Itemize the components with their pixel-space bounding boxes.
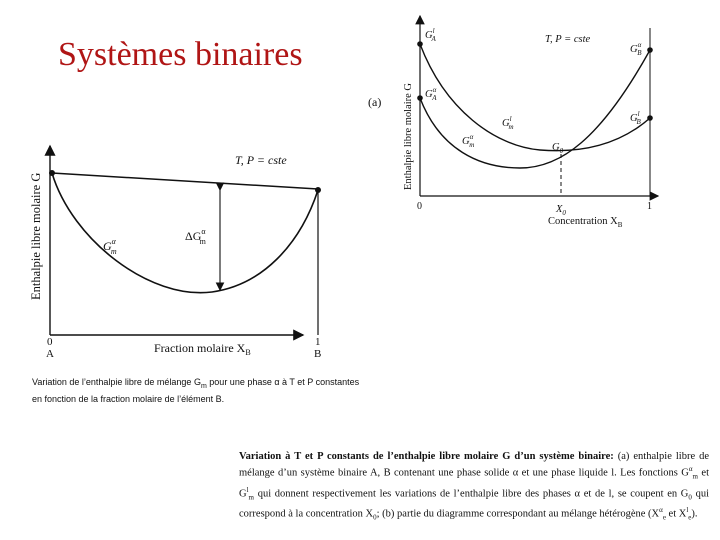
- right-figure-caption: [239, 450, 709, 525]
- caption-f1-sup: α: [688, 465, 693, 473]
- caption-g0-sub: 0: [688, 493, 692, 502]
- caption-right-body: (a) enthalpie libre de mélange d’un système binaire A, B contenant une phase solide α et une phase liquide l. Les fonctions G: [239, 451, 710, 479]
- left-tick-a: A: [46, 348, 54, 360]
- gm-liquid-label: $G^l$ m: [502, 115, 514, 131]
- slide-title: Systèmes binaires: [58, 36, 303, 73]
- gb-solid-point: [647, 47, 653, 53]
- caption-right-rest3: ; (b) partie du diagramme correspondant au mélange hétérogène (X: [376, 508, 660, 520]
- caption-x0-sub: 0: [373, 513, 377, 522]
- caption-right-rest5: ).: [691, 508, 698, 520]
- caption-left-text-2: pour une phase α à T et P constantes en fonction de la fraction molaire de l’élément B.: [32, 377, 360, 404]
- g0-label: $G_0$: [552, 142, 564, 155]
- left-condition-label: T, P = cste: [235, 153, 287, 167]
- caption-right-rest: qui donnent respectivement les variations de l’enthalpie libre des phases α et de l, se coupent en G: [254, 488, 689, 500]
- right-solid-curve: [420, 50, 650, 168]
- panel-label-a: (a): [368, 95, 382, 109]
- gb-liquid-label: $G^l$ B: [630, 110, 641, 126]
- caption-right-rest4: et X: [665, 508, 687, 520]
- ga-solid-label: $G^\alpha$ A: [425, 86, 437, 102]
- x0-tick-label: $X_0$: [556, 204, 566, 217]
- left-endpoint-a: [49, 170, 55, 176]
- gb-solid-label: $G^\alpha$ B: [630, 41, 642, 57]
- caption-left-sub: m: [200, 382, 207, 390]
- caption-left-text-1: Variation de l’enthalpie libre de mélange G: [32, 377, 201, 387]
- left-x-axis-label: Fraction molaire $X_B$: [154, 341, 251, 357]
- left-endpoint-b: [315, 187, 321, 193]
- ga-solid-point: [417, 95, 423, 101]
- gb-liquid-point: [647, 115, 653, 121]
- left-tangent-line: [52, 173, 318, 189]
- caption-f2-sub: m: [248, 493, 254, 502]
- right-x-axis-label: Concentration $X_B$: [548, 216, 623, 229]
- right-liquid-curve: [420, 44, 650, 151]
- left-y-axis-label: Enthalpie libre molaire G: [29, 172, 43, 300]
- right-condition-label: T, P = cste: [545, 34, 591, 45]
- right-tick-0: 0: [417, 201, 422, 212]
- right-tick-1: 1: [647, 201, 652, 212]
- left-figure: [29, 146, 321, 360]
- ga-liquid-point: [417, 41, 423, 47]
- right-figure: [368, 16, 658, 229]
- caption-xl-sup: l: [686, 506, 689, 515]
- left-figure-caption: [32, 376, 362, 406]
- caption-f2-sup: l: [246, 485, 249, 494]
- caption-right-rest2: qui correspond à la concentration X: [239, 488, 710, 520]
- gm-solid-label: $G^\alpha$ m: [462, 133, 475, 149]
- right-y-axis-label: Enthalpie libre molaire G: [403, 82, 414, 190]
- caption-xa-sup: α: [659, 506, 663, 515]
- caption-xl-sub: e: [688, 513, 692, 522]
- delta-g-label: $\Delta G^\alpha$ m: [185, 227, 206, 246]
- left-tick-0: 0: [47, 336, 53, 348]
- left-tick-1: 1: [315, 336, 321, 348]
- ga-liquid-label: $G^l$ A: [425, 27, 436, 43]
- caption-xa-sub: e: [662, 513, 666, 522]
- left-tick-b: B: [314, 348, 322, 360]
- left-curve-label: $G^\alpha$ m: [103, 237, 117, 256]
- caption-right-mid: et G: [239, 467, 710, 500]
- caption-right-lead: Variation à T et P constants de l’enthalpie libre molaire G d’un système binaire:: [239, 451, 614, 462]
- caption-f1-sub: m: [692, 472, 698, 481]
